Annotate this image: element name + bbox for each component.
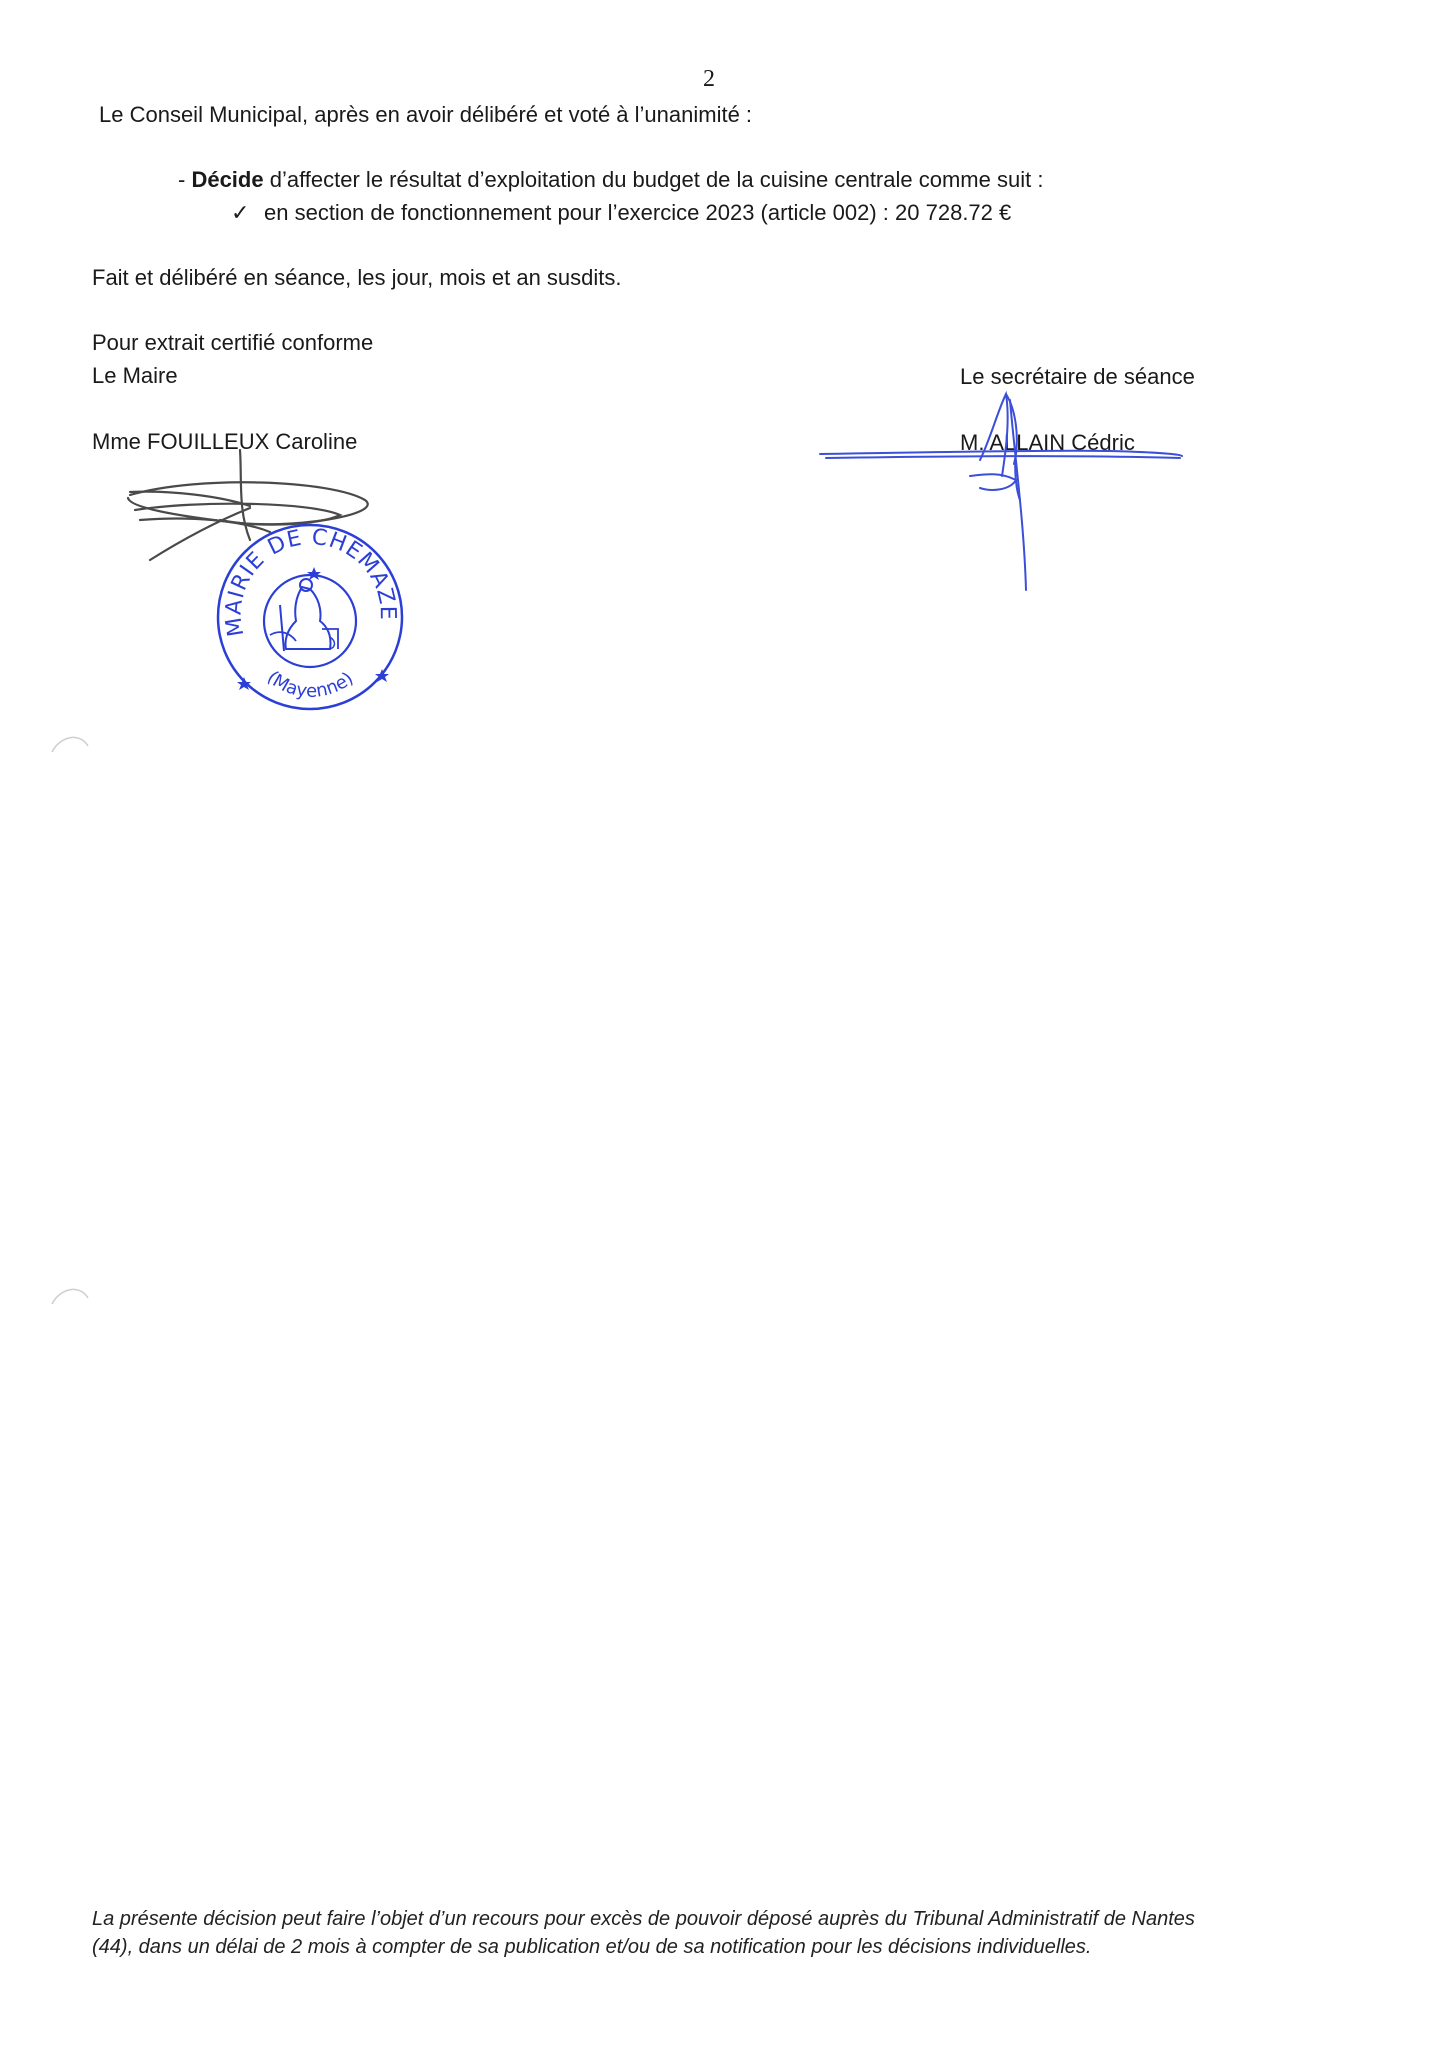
decision-prefix: - xyxy=(178,167,192,192)
mayor-title: Le Maire xyxy=(92,363,178,388)
svg-text:(Mayenne) xyxy=(263,667,358,702)
checklist-text: en section de fonctionnement pour l’exercice 2023 (article 002) : 20 728.72 € xyxy=(264,200,1012,225)
mayor-name: Mme FOUILLEUX Caroline xyxy=(92,429,358,454)
secretary-title: Le secrétaire de séance xyxy=(960,364,1195,389)
footer-line-2: (44), dans un délai de 2 mois à compter de sa publication et/ou de sa notification pour les décisions individuelles. xyxy=(92,1936,1092,1958)
scan-mark xyxy=(50,728,110,758)
checklist-item xyxy=(231,199,1011,227)
stamp-text: MAIRIE DE CHEMAZE xyxy=(221,524,400,639)
decision-line xyxy=(178,166,1043,194)
scan-mark xyxy=(50,1280,110,1310)
check-mark-icon: ✓ xyxy=(231,200,250,225)
footer-line-1: La présente décision peut faire l’objet d’un recours pour excès de pouvoir déposé auprès du Tribunal Administratif de Nantes xyxy=(92,1908,1195,1930)
intro-text: Le Conseil Municipal, après en avoir délibéré et voté à l’unanimité : xyxy=(99,102,753,127)
decision-keyword: Décide xyxy=(191,167,264,192)
decision-text: d’affecter le résultat d’exploitation du budget de la cuisine centrale comme suit : xyxy=(263,167,1044,192)
mairie-stamp xyxy=(210,517,410,717)
certified-label: Pour extrait certifié conforme xyxy=(92,330,374,355)
secretary-name: M. ALLAIN Cédric xyxy=(960,430,1135,455)
stamp-subtext: (Mayenne) xyxy=(262,666,358,702)
closing-text: Fait et délibéré en séance, les jour, mois et an susdits. xyxy=(92,265,622,290)
legal-footer xyxy=(92,1905,1372,1961)
page-number: 2 xyxy=(703,66,715,92)
secretary-signature xyxy=(820,380,1220,600)
